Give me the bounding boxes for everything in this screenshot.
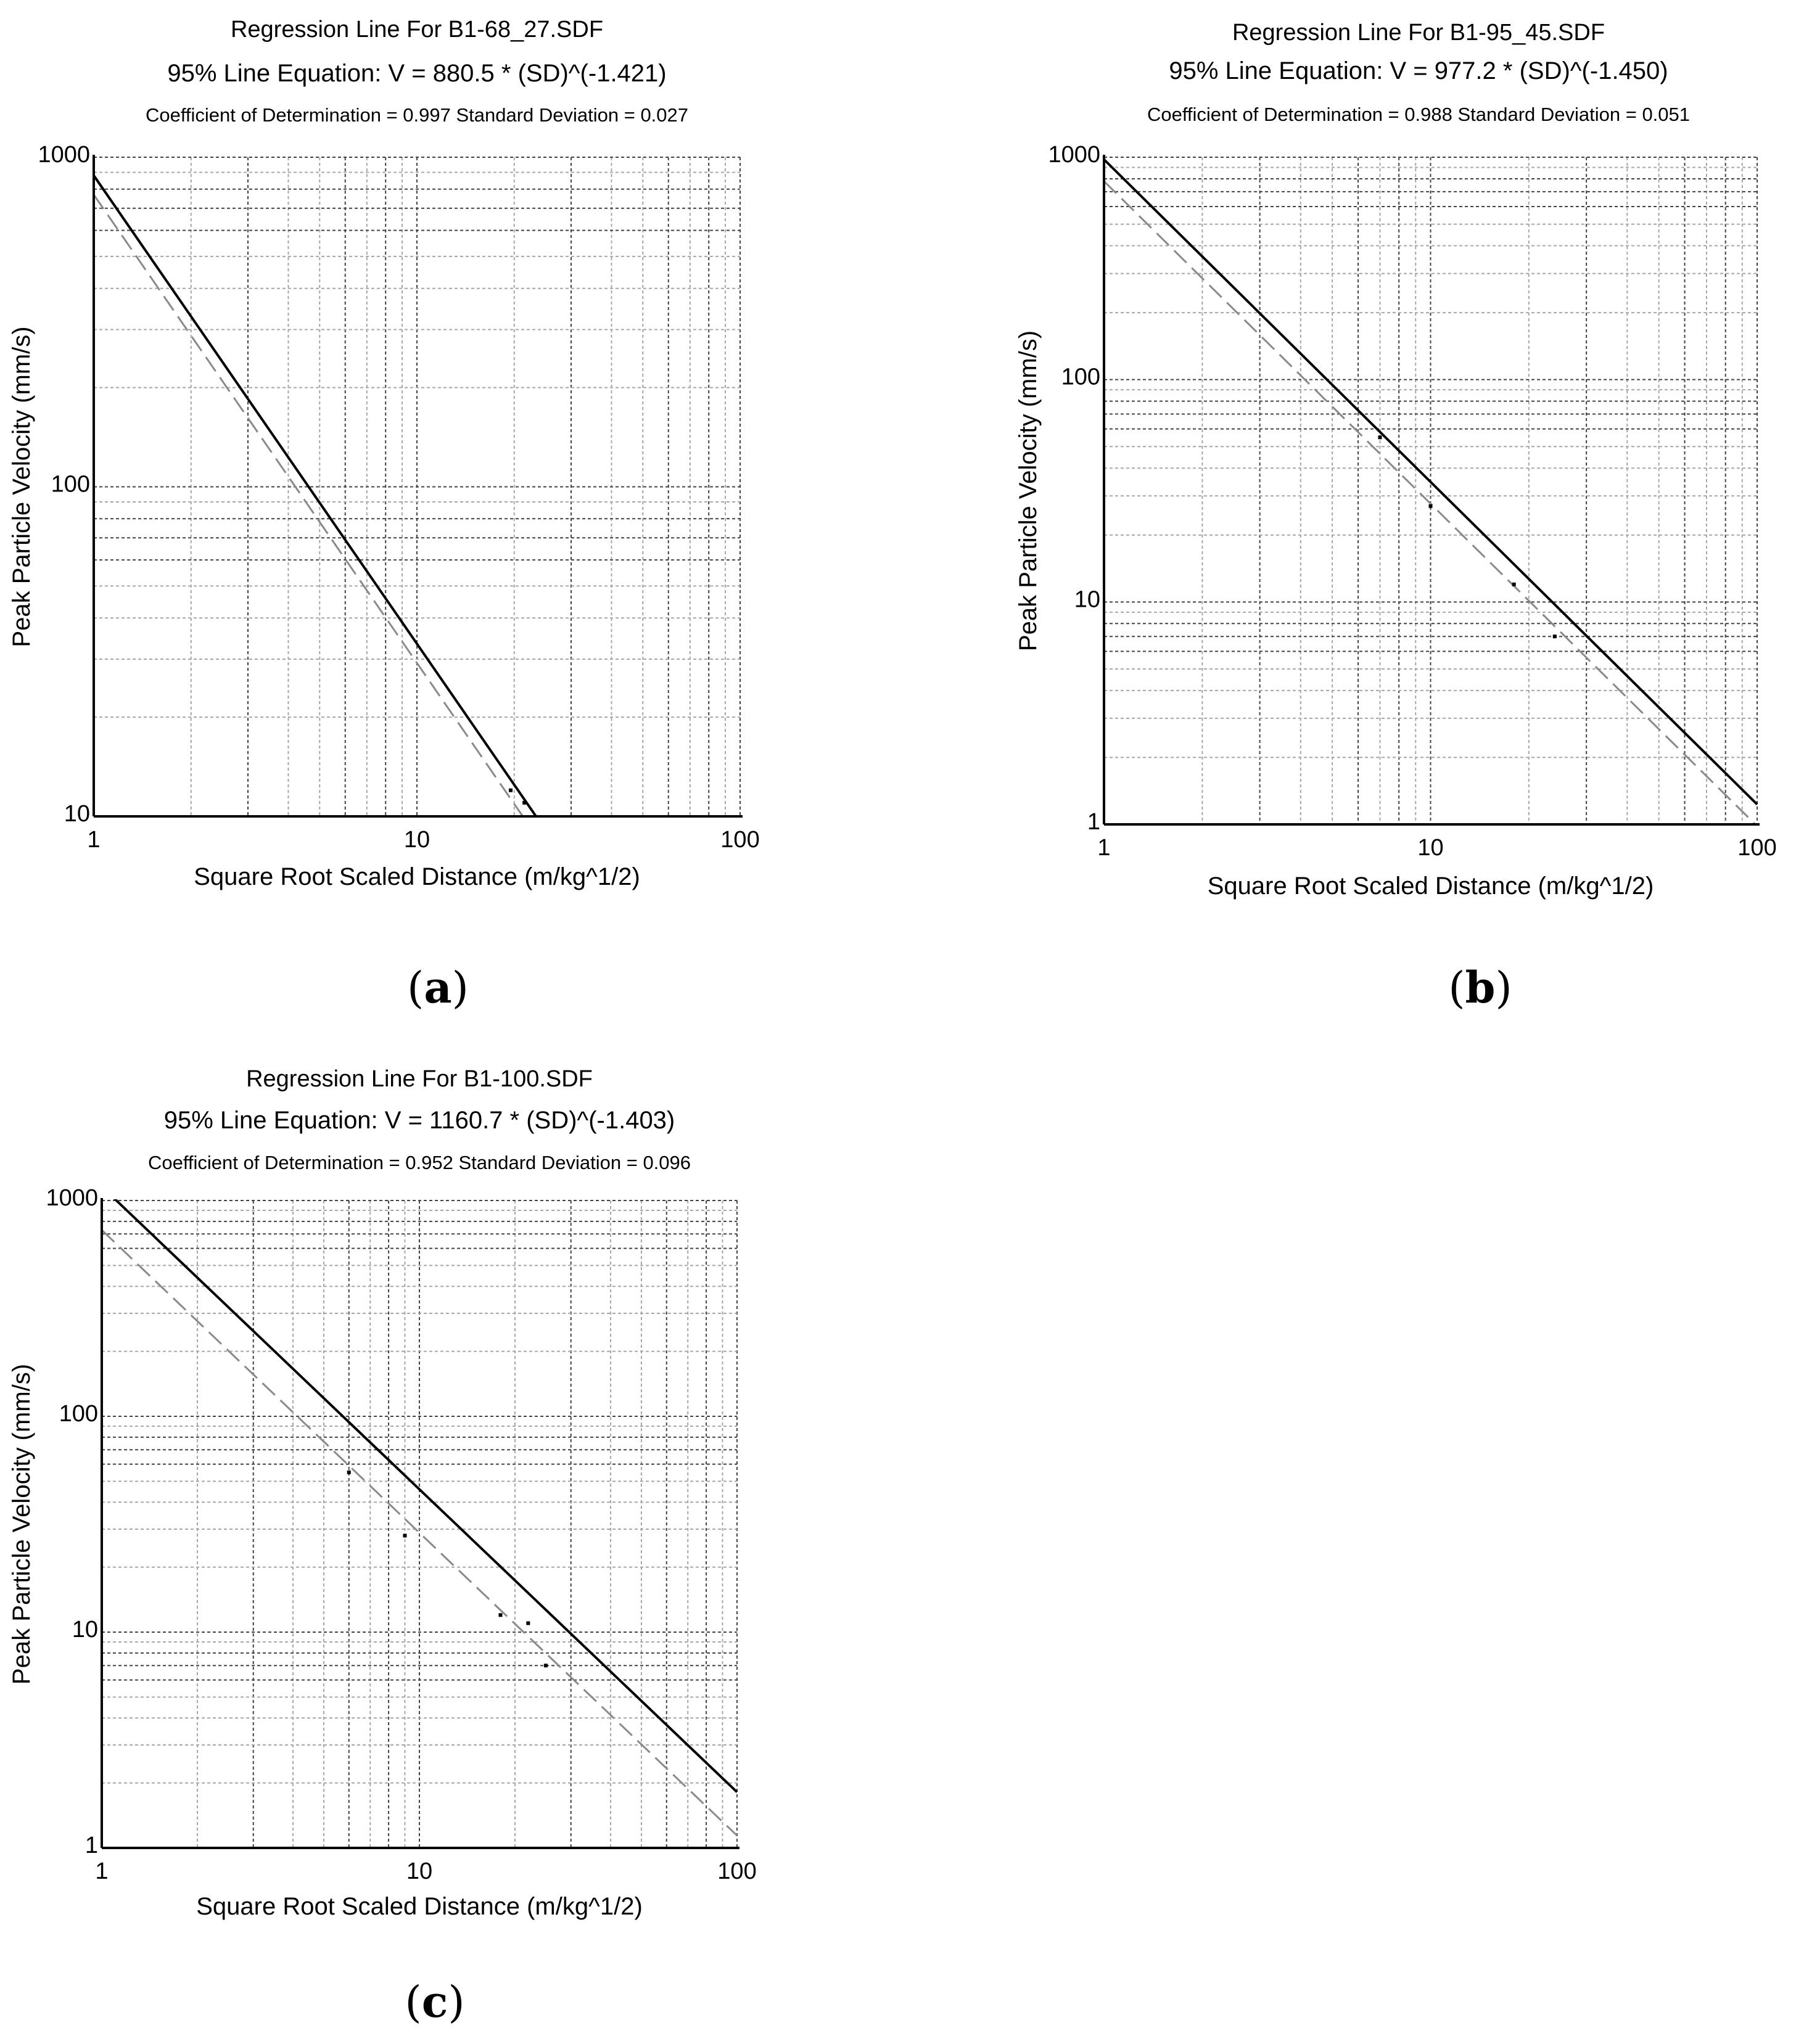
data-point: [347, 1471, 351, 1474]
chart-subtitle: 95% Line Equation: V = 1160.7 * (SD)^(-1.403): [163, 1107, 675, 1134]
chart-stats: Coefficient of Determination = 0.997 Standard Deviation = 0.027: [145, 104, 689, 126]
x-axis-label: Square Root Scaled Distance (m/kg^1/2): [194, 863, 640, 890]
x-axis-label: Square Root Scaled Distance (m/kg^1/2): [196, 1893, 643, 1920]
chart-stats: Coefficient of Determination = 0.952 Standard Deviation = 0.096: [147, 1152, 691, 1173]
y-tick-label: 1: [84, 1833, 98, 1858]
x-tick-label: 100: [1737, 835, 1777, 861]
chart-b: [987, 0, 1796, 962]
x-tick-label: 1: [87, 827, 101, 853]
caption-b: (b): [1448, 962, 1512, 1013]
y-axis-label: Peak Particle Velocity (mm/s): [1015, 330, 1042, 652]
data-point: [1512, 583, 1516, 586]
data-point: [1553, 634, 1557, 638]
y-tick-label: 1: [1087, 809, 1100, 835]
data-point: [1429, 504, 1433, 508]
chart-c: [0, 1048, 863, 1973]
x-tick-label: 1: [95, 1858, 109, 1884]
data-point: [544, 1664, 548, 1667]
y-tick-label: 1000: [46, 1185, 98, 1211]
chart-panel-b: [987, 0, 1796, 1061]
chart-panel-a: [0, 0, 863, 1061]
x-axis-label: Square Root Scaled Distance (m/kg^1/2): [1207, 872, 1654, 900]
data-point: [522, 801, 526, 805]
chart-a: [0, 0, 863, 962]
x-tick-label: 1: [1097, 835, 1111, 861]
x-tick-label: 10: [1417, 835, 1444, 861]
data-point: [403, 1533, 406, 1537]
data-point: [509, 789, 513, 792]
y-axis-label: Peak Particle Velocity (mm/s): [8, 1363, 35, 1685]
y-tick-label: 100: [51, 471, 90, 498]
y-tick-label: 100: [59, 1401, 98, 1427]
caption-c: (c): [405, 1976, 465, 2027]
y-tick-label: 100: [1061, 364, 1100, 390]
x-tick-label: 100: [720, 827, 760, 853]
y-tick-label: 1000: [1048, 142, 1100, 168]
data-point: [1378, 435, 1382, 439]
x-tick-label: 100: [717, 1858, 757, 1884]
data-point: [526, 1622, 530, 1625]
y-axis-label: Peak Particle Velocity (mm/s): [8, 326, 35, 647]
caption-a: (a): [407, 962, 469, 1013]
y-tick-label: 10: [1074, 586, 1100, 613]
data-point: [498, 1613, 502, 1617]
y-tick-label: 1000: [38, 142, 90, 168]
chart-title: Regression Line For B1-95_45.SDF: [1232, 20, 1605, 46]
chart-title: Regression Line For B1-68_27.SDF: [230, 17, 604, 43]
chart-panel-c: [0, 1048, 863, 2044]
chart-subtitle: 95% Line Equation: V = 880.5 * (SD)^(-1.421): [167, 60, 667, 87]
chart-stats: Coefficient of Determination = 0.988 Standard Deviation = 0.051: [1147, 104, 1691, 125]
y-tick-label: 10: [64, 801, 90, 827]
chart-subtitle: 95% Line Equation: V = 977.2 * (SD)^(-1.450): [1169, 57, 1668, 84]
y-tick-label: 10: [72, 1617, 98, 1643]
x-tick-label: 10: [406, 1858, 433, 1884]
chart-title: Regression Line For B1-100.SDF: [246, 1066, 593, 1092]
x-tick-label: 10: [403, 827, 430, 853]
